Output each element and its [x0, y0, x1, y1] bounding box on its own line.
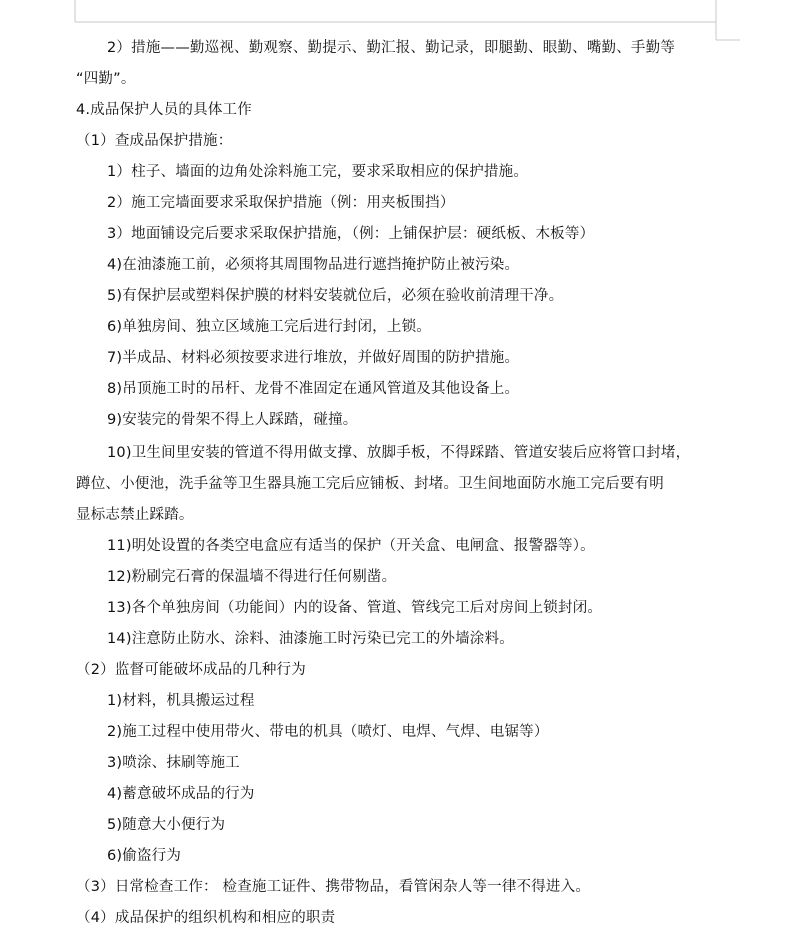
protection-item-1: 1）柱子、墙面的边角处涂料施工完，要求采取相应的保护措施。	[107, 164, 529, 180]
behavior-item-4: 4)蓄意破坏成品的行为	[107, 786, 255, 802]
protection-item-9: 9)安装完的骨架不得上人踩踏，碰撞。	[107, 412, 358, 428]
protection-item-7: 7)半成品、材料必须按要求进行堆放，并做好周围的防护措施。	[107, 350, 520, 366]
protection-item-4: 4)在油漆施工前，必须将其周围物品进行遮挡掩护防止被污染。	[107, 257, 520, 273]
measures-item-2-line-2: “四勤”。	[76, 71, 136, 87]
behavior-item-1: 1)材料，机具搬运过程	[107, 693, 255, 709]
behavior-item-2: 2)施工过程中使用带火、带电的机具（喷灯、电焊、气焊、电锯等）	[107, 724, 549, 740]
protection-item-8: 8)吊顶施工时的吊杆、龙骨不准固定在通风管道及其他设备上。	[107, 381, 520, 397]
behavior-item-3: 3)喷涂、抹刷等施工	[107, 755, 240, 771]
protection-item-3: 3）地面铺设完后要求采取保护措施，（例：上铺保护层：硬纸板、木板等）	[107, 226, 595, 242]
subheading-4: （4）成品保护的组织机构和相应的职责	[76, 910, 336, 926]
protection-item-10-line-3: 显标志禁止踩踏。	[76, 507, 194, 523]
protection-item-6: 6)单独房间、独立区域施工完后进行封闭，上锁。	[107, 319, 431, 335]
protection-item-11: 11)明处设置的各类空电盒应有适当的保护（开关盒、电闸盒、报警器等）。	[107, 538, 595, 554]
subheading-3: （3）日常检查工作： 检查施工证件、携带物品，看管闲杂人等一律不得进入。	[76, 879, 591, 895]
protection-item-10-line-1: 10)卫生间里安装的管道不得用做支撑、放脚手板，不得踩踏、管道安装后应将管口封堵，	[107, 445, 691, 461]
behavior-item-6: 6)偷盗行为	[107, 848, 182, 864]
protection-item-5: 5)有保护层或塑料保护膜的材料安装就位后，必须在验收前清理干净。	[107, 288, 564, 304]
protection-item-13: 13)各个单独房间（功能间）内的设备、管道、管线完工后对房间上锁封闭。	[107, 600, 603, 616]
protection-item-12: 12)粉刷完石膏的保温墙不得进行任何剔凿。	[107, 569, 397, 585]
protection-item-2: 2）施工完墙面要求采取保护措施（例：用夹板围挡）	[107, 195, 455, 211]
subheading-2: （2）监督可能破坏成品的几种行为	[76, 662, 306, 678]
measures-item-2-line-1: 2）措施——勤巡视、勤观察、勤提示、勤汇报、勤记录，即腿勤、眼勤、嘴勤、手勤等	[107, 40, 676, 56]
subheading-1: （1）查成品保护措施：	[76, 133, 233, 149]
behavior-item-5: 5)随意大小便行为	[107, 817, 226, 833]
protection-item-10-line-2: 蹲位、小便池，洗手盆等卫生器具施工完后应铺板、封堵。卫生间地面防水施工完后要有明	[76, 476, 664, 492]
section-heading-4: 4.成品保护人员的具体工作	[76, 102, 252, 118]
protection-item-14: 14)注意防止防水、涂料、油漆施工时污染已完工的外墙涂料。	[107, 631, 514, 647]
